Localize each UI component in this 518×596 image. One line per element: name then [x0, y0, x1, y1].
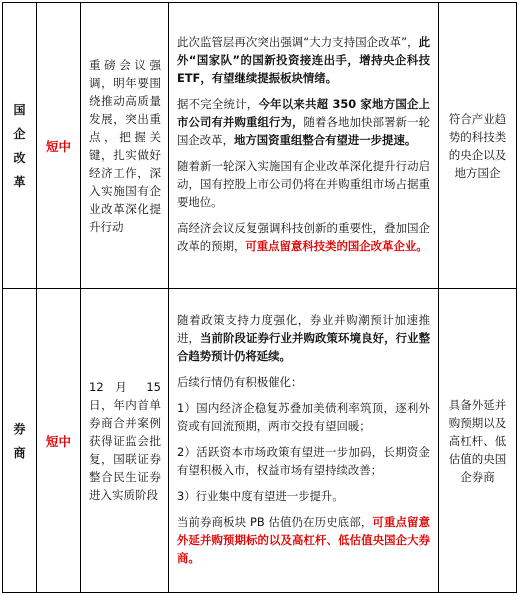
body-text: 1）国内经济企稳复苏叠加美债利率筑顶，逐利外资或有回流预期，两市交投有望回暖；: [177, 400, 430, 433]
body-text: 3）行业集中度有望进一步提升。: [177, 488, 344, 503]
table-row-soe-reform: [3, 3, 517, 289]
bold-text: 地方国资重组整合有望进一步提速。: [233, 132, 417, 147]
body-text: 据不完全统计，: [177, 96, 259, 111]
analysis-paragraph: [177, 311, 430, 365]
bold-text: 此外“国家队”的国新投资接连出手，增持央企科技 ETF，有望继续提振板块情绪。: [177, 34, 430, 85]
analysis-paragraph: [177, 487, 430, 505]
body-text: 高经济会议反复强调科技创新的重要性，叠加国企改革的预期，: [177, 220, 430, 253]
analysis-paragraph: [177, 33, 430, 87]
analysis-cell: [169, 289, 439, 593]
target-cell: 符合产业趋势的科技类的央企以及地方国企: [439, 3, 517, 289]
sector-cell: [3, 289, 37, 593]
body-text: 随着政策支持力度强化，券业并购潮预计加速推进，: [177, 312, 430, 345]
body-text: 后续行情仍有积极催化：: [177, 374, 303, 389]
body-text: 当前券商板块 PB 估值仍在历史底部，: [177, 514, 373, 529]
target-cell: 具备外延并购预期以及高杠杆、低估值的央国企券商: [439, 289, 517, 593]
analysis-paragraphs: [169, 31, 438, 261]
analysis-paragraph: [177, 373, 430, 391]
analysis-paragraph: [177, 219, 430, 255]
analysis-paragraph: [177, 513, 430, 567]
event-text: 12 月 15 日，年内首单券商合并案例获得证监会批复，国联证券整合民生证券进入实质阶段: [89, 379, 161, 502]
body-text: 随着新一轮深入实施国有企业改革深化提升行动启动，国有控股上市公司仍将在并购重组市场占据重要地位。: [177, 158, 430, 209]
bold-text: 今年以来共超 350 家地方国企上市公司有并购重组行为，: [177, 96, 430, 129]
sector-char: 国: [13, 102, 26, 117]
body-text: 2）活跃资本市场政策有望进一步加码，长期资金有望积极入市，权益市场有望持续改善；: [177, 444, 430, 477]
sector-char: 券: [13, 421, 26, 436]
term-cell: 短中: [37, 3, 81, 289]
highlight-text: 可重点留意外延并购预期标的以及高杠杆、低估值央国企大券商。: [177, 514, 430, 565]
sector-char: 革: [13, 174, 26, 189]
analysis-paragraphs: [169, 309, 438, 573]
term-cell: 短中: [37, 289, 81, 593]
event-cell: [81, 3, 169, 289]
sector-cell: [3, 3, 37, 289]
analysis-paragraph: [177, 157, 430, 211]
sector-analysis-table: [2, 2, 517, 593]
sector-char: 企: [13, 126, 26, 141]
event-text: 重磅会议强调，明年要围绕推动高质量发展，突出重点，把握关键，扎实做好经济工作，深入实施国有企业改革深化提升行动: [89, 57, 161, 234]
sector-char: 商: [13, 445, 26, 460]
event-cell: [81, 289, 169, 593]
analysis-cell: [169, 3, 439, 289]
bold-text: 当前阶段证券行业并购政策环境良好，行业整合趋势预计仍将延续。: [177, 330, 430, 363]
sector-char: 改: [13, 150, 26, 165]
analysis-paragraph: [177, 443, 430, 479]
analysis-paragraph: [177, 95, 430, 149]
table-row-brokerage: [3, 289, 517, 593]
highlight-text: 可重点留意科技类的国企改革企业。: [245, 238, 428, 253]
body-text: 随着各地加快部署新一轮国企改革，: [177, 114, 430, 147]
body-text: 此次监管层再次突出强调“大力支持国企改革”，: [177, 34, 419, 49]
analysis-paragraph: [177, 399, 430, 435]
